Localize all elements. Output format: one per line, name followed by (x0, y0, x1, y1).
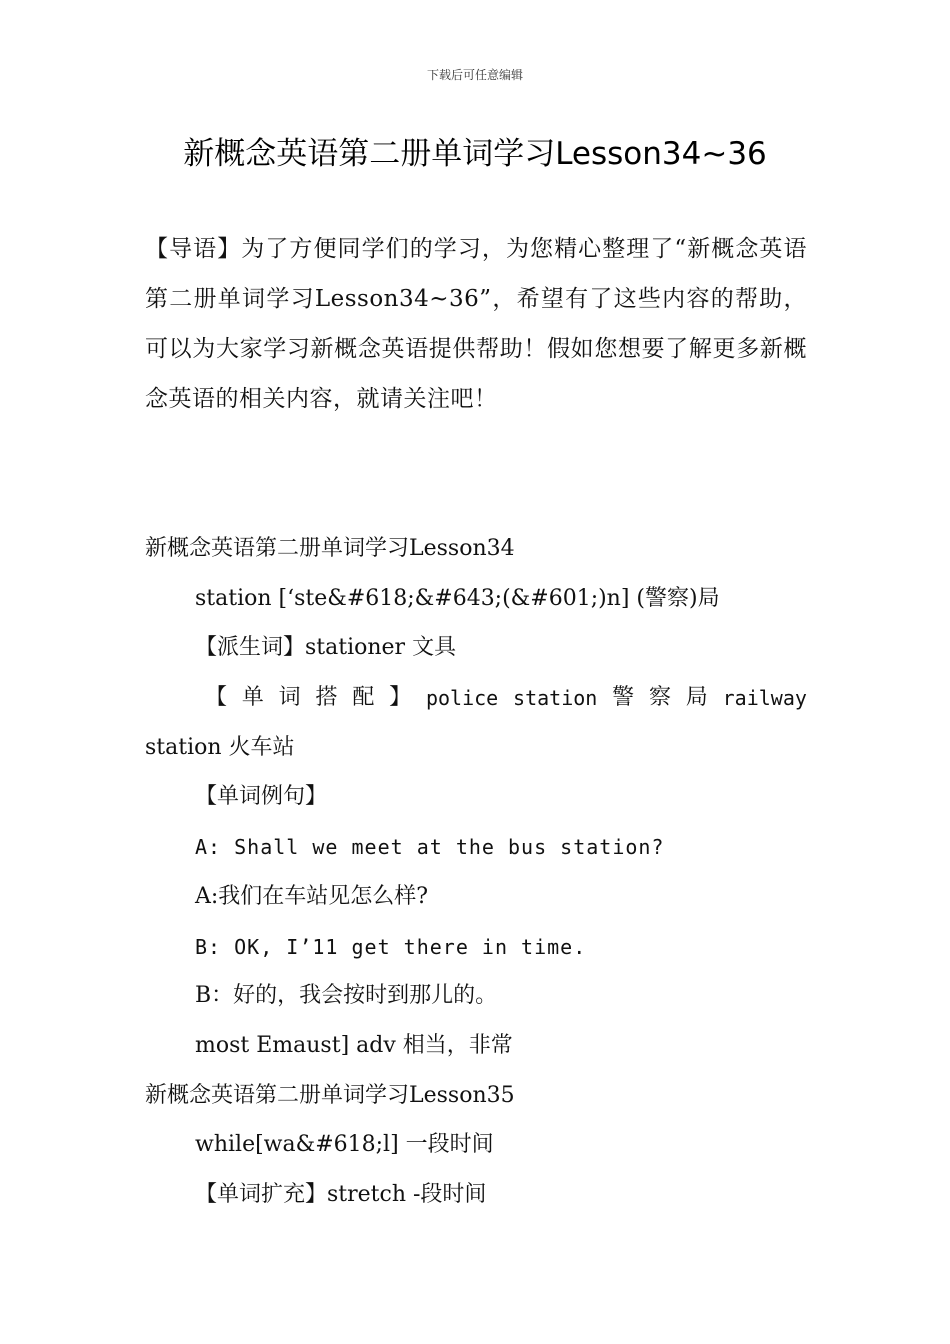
collocation-token: 配 (352, 685, 375, 710)
collocation-token: 】 (389, 685, 412, 710)
collocation-token: police (425, 686, 499, 710)
collocation-token: 【 (205, 685, 228, 710)
lesson34-most-entry: most Emaust] adv 相当，非常 (195, 1033, 513, 1058)
collocation-token: 局 (685, 685, 708, 710)
lesson34-example-a-chinese: A:我们在车站见怎么样? (195, 884, 429, 909)
lesson35-word-expansion: 【单词扩充】stretch -段时间 (195, 1182, 487, 1207)
collocation-token: railway (722, 686, 807, 710)
intro-paragraph: 【导语】为了方便同学们的学习，为您精心整理了“新概念英语第二册单词学习Lesson34~36”，希望有了这些内容的帮助，可以为大家学习新概念英语提供帮助！假如您想要了解更多新概念英语的相关内容，就请关注吧！ (145, 236, 807, 412)
header-note: 下载后可任意编辑 (426, 68, 523, 82)
lesson34-word-entry: station [‘ste&#618;&#643;(&#601;)n] (警察)局 (195, 586, 720, 611)
collocation-token: 单 (241, 685, 264, 710)
lesson35-word-entry: while[wa&#618;l] 一段时间 (195, 1132, 494, 1157)
collocation-token: 词 (278, 685, 301, 710)
lesson35-heading: 新概念英语第二册单词学习Lesson35 (145, 1083, 515, 1108)
lesson34-example-b-chinese: B：好的，我会按时到那儿的。 (195, 983, 498, 1008)
lesson34-collocation-line2: station 火车站 (145, 735, 295, 760)
collocation-token: station (513, 686, 598, 710)
lesson34-example-b-english: B: OK, I’11 get there in time. (195, 935, 587, 959)
page-title: 新概念英语第二册单词学习Lesson34~36 (183, 136, 767, 172)
lesson34-example-a-english: A: Shall we meet at the bus station? (195, 835, 665, 859)
lesson34-examples-label: 【单词例句】 (195, 784, 328, 809)
lesson34-collocation-line1 (145, 683, 807, 713)
collocation-token: 搭 (315, 685, 338, 710)
lesson34-derived-word: 【派生词】stationer 文具 (195, 635, 457, 660)
collocation-token: 警 (612, 685, 635, 710)
lesson34-heading: 新概念英语第二册单词学习Lesson34 (145, 536, 515, 561)
collocation-token: 察 (648, 685, 671, 710)
